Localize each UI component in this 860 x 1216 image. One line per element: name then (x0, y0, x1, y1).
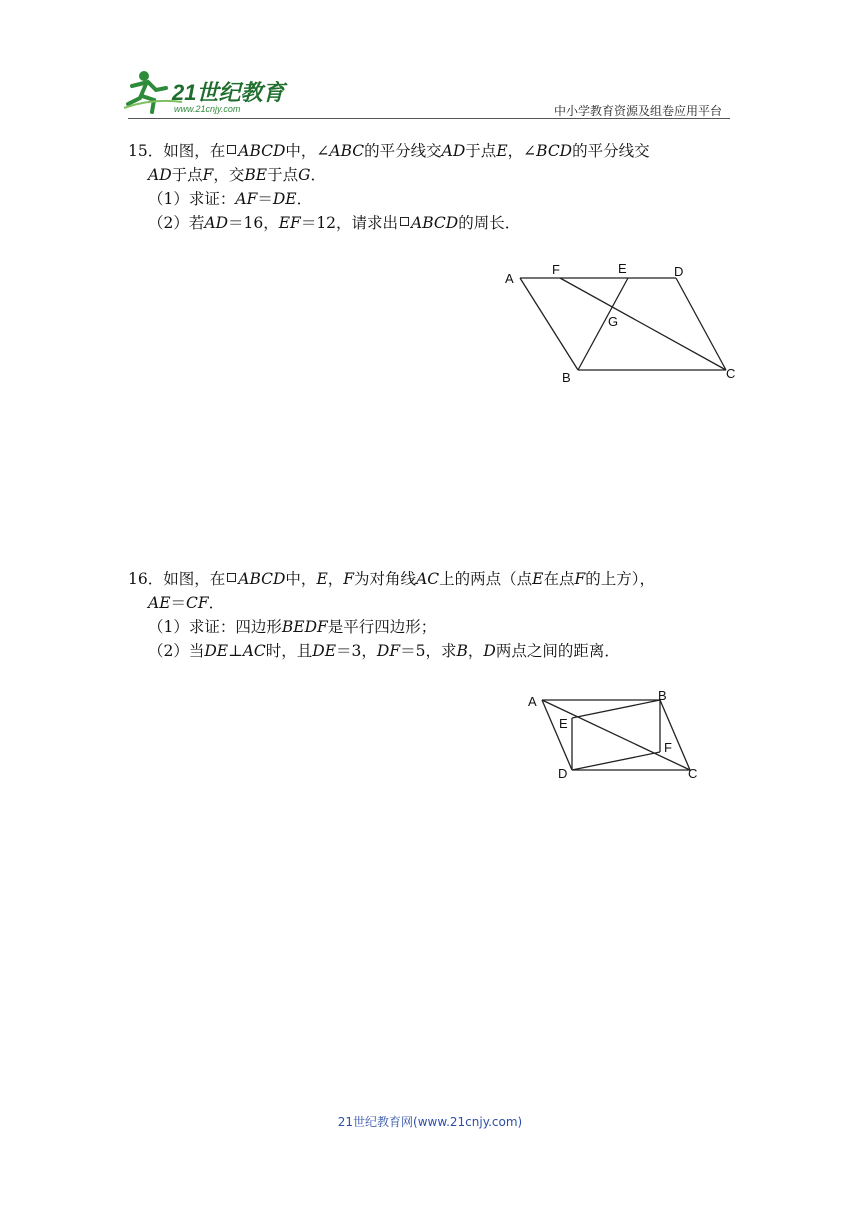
problem-16-line-2: AE＝CF． (148, 594, 225, 612)
label-f: F (552, 262, 560, 277)
label-b: B (658, 688, 667, 703)
page-header (0, 0, 860, 125)
problem-16 (128, 567, 738, 663)
header-divider (128, 118, 730, 119)
label-d: D (558, 766, 568, 781)
parallelogram-symbol-icon (227, 145, 236, 154)
label-c: C (726, 366, 736, 381)
problem-16-line-1: 16．如图，在 ABCD中，E，F为对角线AC上的两点（点E在点F的上方）， (128, 570, 656, 588)
segment-be (572, 700, 660, 718)
label-c: C (688, 766, 698, 781)
problem-15-question-1: （1）求证：AF＝DE． (148, 190, 313, 208)
problem-16-question-1: （1）求证：四边形BEDF是平行四边形； (148, 618, 437, 636)
segment-df (572, 752, 660, 770)
parallelogram-symbol-icon (400, 217, 409, 226)
label-a: A (505, 271, 514, 286)
problem-15 (128, 139, 738, 235)
label-e: E (618, 261, 627, 276)
logo-sub-text: www.21cnjy.com (174, 104, 241, 114)
label-b: B (562, 370, 571, 385)
label-g: G (608, 314, 619, 329)
logo (122, 68, 292, 116)
label-d: D (674, 264, 684, 279)
problem-16-question-2: （2）当DE⊥AC时，且DE＝3，DF＝5，求B，D两点之间的距离． (148, 642, 620, 660)
problem-16-figure (522, 688, 706, 784)
platform-name: 中小学教育资源及组卷应用平台 (553, 104, 722, 118)
problem-15-question-2: （2）若AD＝16，EF＝12，请求出 ABCD的周长． (148, 214, 521, 232)
segment-bc (660, 700, 690, 770)
logo-main-text: 21世纪教育 (172, 80, 285, 105)
problem-15-line-1: 15．如图，在 ABCD中，∠ABC的平分线交AD于点E，∠BCD的平分线交 (128, 142, 650, 160)
parallelogram-symbol-icon (227, 573, 236, 582)
segment-ac (542, 700, 690, 770)
label-a: A (528, 694, 537, 709)
label-e: E (559, 716, 568, 731)
page-footer: 21世纪教育网(www.21cnjy.com) (337, 1115, 523, 1129)
label-f: F (664, 740, 672, 755)
problem-15-figure (498, 258, 748, 386)
segment-ad (542, 700, 572, 770)
problem-15-line-2: AD于点F，交BE于点G． (148, 166, 327, 184)
segment-ab (520, 278, 578, 370)
